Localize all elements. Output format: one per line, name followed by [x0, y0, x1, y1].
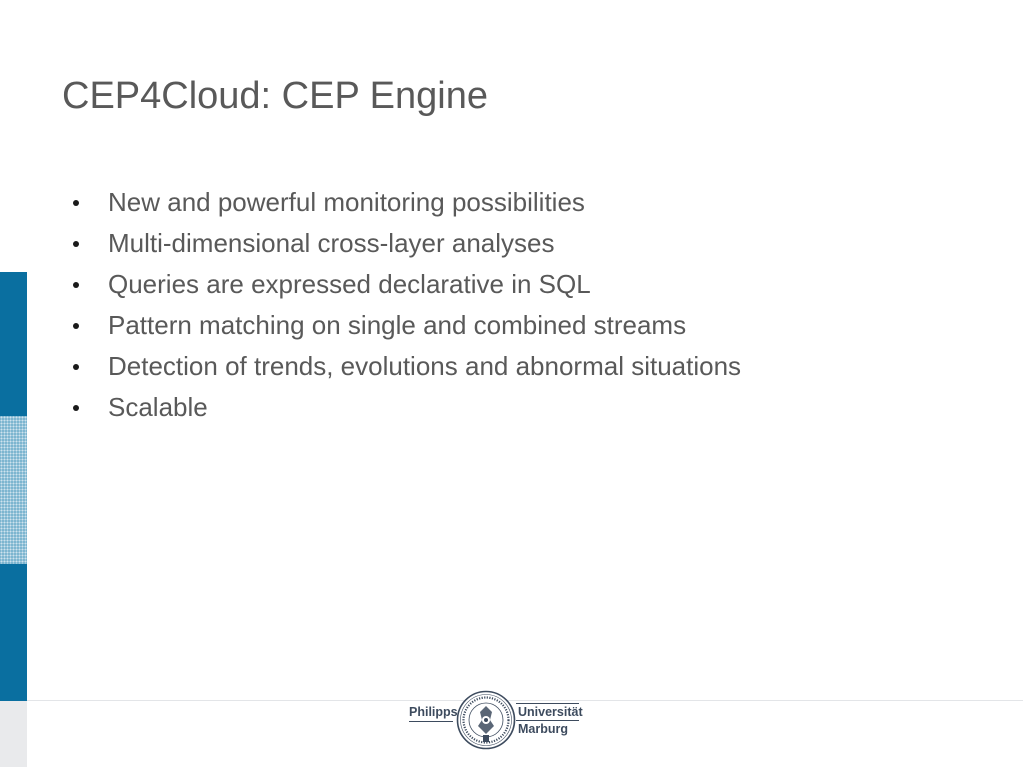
bullet-text: New and powerful monitoring possibilities	[108, 187, 585, 217]
bullet-text: Scalable	[108, 392, 208, 422]
side-bar-blue-bottom	[0, 564, 27, 701]
university-logo	[408, 688, 584, 754]
bullet-item	[70, 223, 741, 264]
logo-underline-right	[516, 720, 579, 721]
side-bar-dotted	[0, 416, 27, 564]
bullet-dot-icon	[73, 282, 79, 288]
bullet-item	[70, 182, 741, 223]
logo-underline-left	[409, 721, 453, 722]
bullet-text: Queries are expressed declarative in SQL	[108, 269, 591, 299]
bullet-item	[70, 264, 741, 305]
university-seal-icon	[456, 690, 516, 750]
side-bar-gray	[0, 701, 27, 767]
bullet-text: Multi-dimensional cross-layer analyses	[108, 228, 555, 258]
logo-text-marburg: Marburg	[518, 722, 568, 736]
bullet-dot-icon	[73, 241, 79, 247]
bullet-item	[70, 305, 741, 346]
logo-text-philipps: Philipps	[409, 705, 458, 719]
bullet-text: Detection of trends, evolutions and abnormal situations	[108, 351, 742, 381]
bullet-dot-icon	[73, 323, 79, 329]
slide-title: CEP4Cloud: CEP Engine	[62, 75, 488, 117]
bullet-dot-icon	[73, 405, 79, 411]
logo-overline-right	[516, 703, 579, 704]
bullet-text: Pattern matching on single and combined streams	[108, 310, 687, 340]
side-bar-blue-top	[0, 272, 27, 416]
bullet-dot-icon	[73, 364, 79, 370]
bullet-dot-icon	[73, 200, 79, 206]
bullet-list	[70, 182, 741, 428]
bullet-item	[70, 346, 741, 387]
bullet-item	[70, 387, 741, 428]
logo-text-universitat: Universität	[518, 705, 583, 719]
